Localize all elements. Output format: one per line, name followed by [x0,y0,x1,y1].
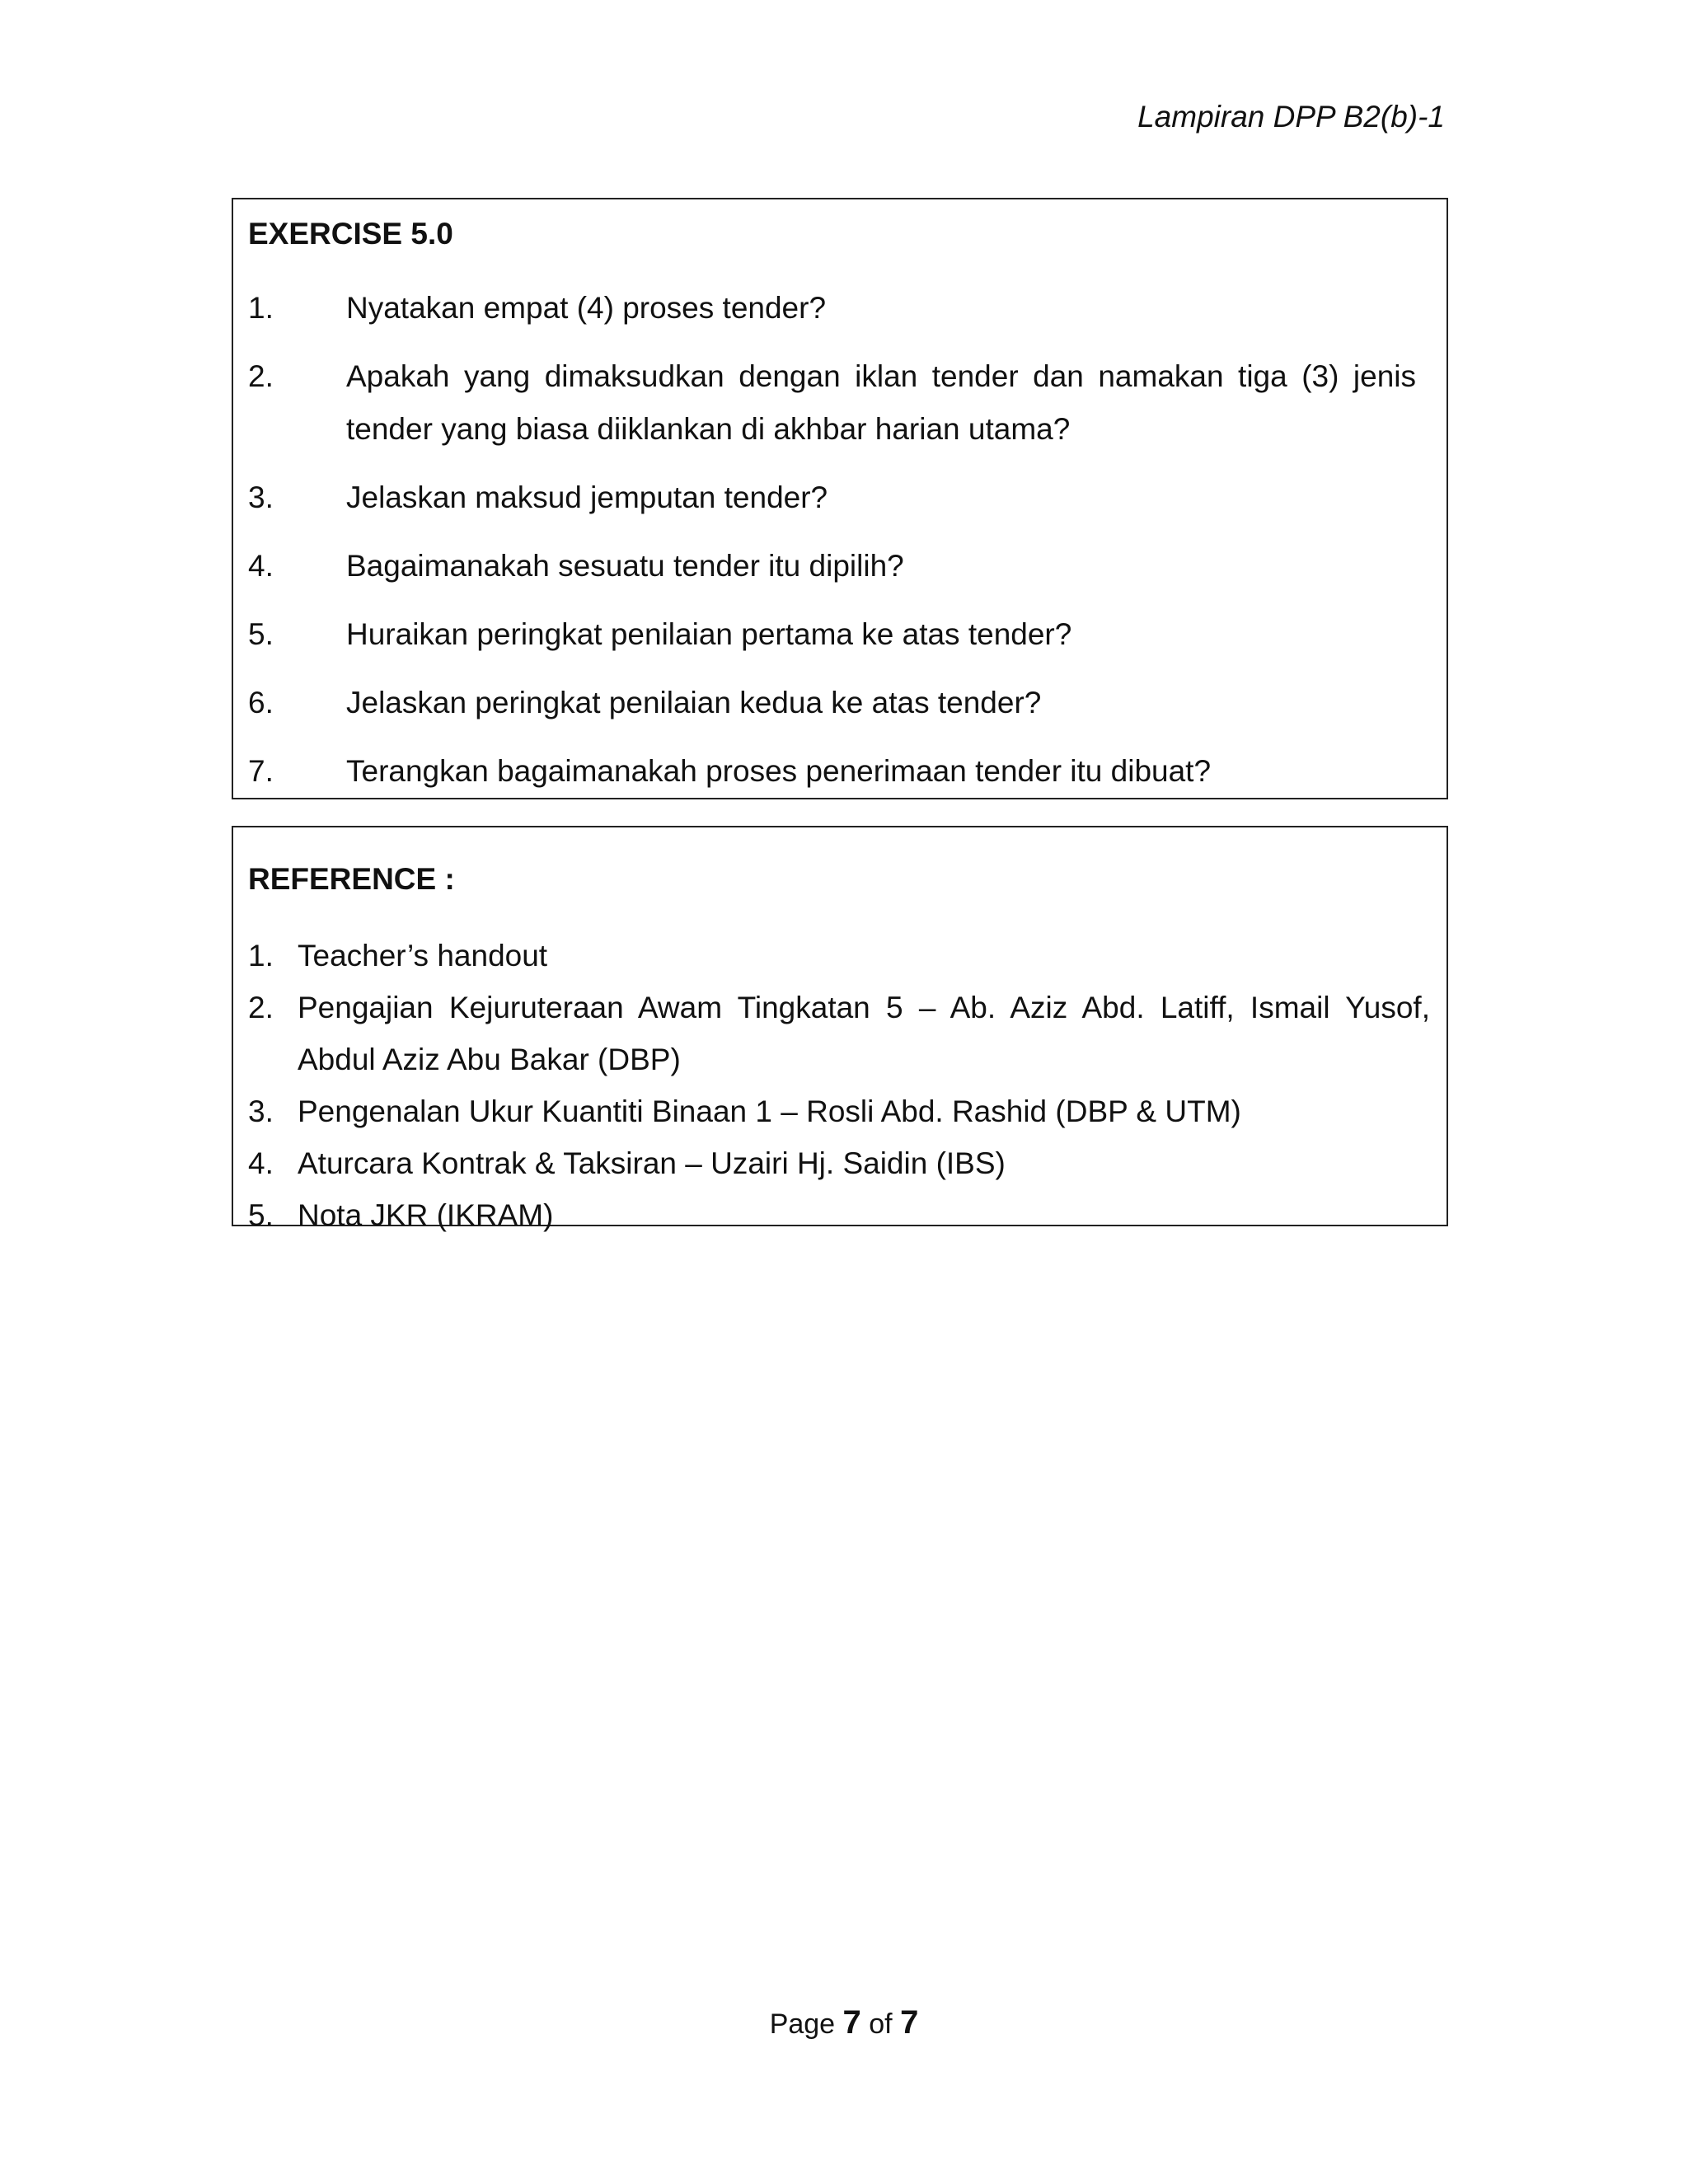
question-number: 1. [248,291,274,325]
reference-text: Aturcara Kontrak & Taksiran – Uzairi Hj. Saidin (IBS) [298,1146,1006,1180]
reference-number: 4. [248,1146,274,1180]
reference-box [232,826,1448,1232]
question-number: 5. [248,617,274,651]
question-item [248,677,1416,729]
reference-number: 3. [248,1094,274,1128]
question-text: Jelaskan maksud jemputan tender? [346,480,828,514]
question-item [248,540,1416,593]
reference-item [248,1189,1430,1241]
document-reference-code: Lampiran DPP B2(b)-1 [1137,100,1445,134]
question-number: 7. [248,754,274,788]
question-text: Jelaskan peringkat penilaian kedua ke atas tender? [346,686,1042,719]
reference-number: 2. [248,991,274,1024]
of-label: of [869,2008,893,2040]
reference-text: Pengenalan Ukur Kuantiti Binaan 1 – Rosli Abd. Rashid (DBP & UTM) [298,1094,1241,1128]
question-item [248,282,1416,335]
reference-number: 1. [248,939,274,972]
reference-text: Teacher’s handout [298,939,548,972]
page-label: Page [769,2008,836,2040]
reference-item [248,982,1430,1085]
question-text: Apakah yang dimaksudkan dengan iklan tender dan namakan tiga (3) jenis tender yang biasa diiklankan di akhbar harian utama? [346,359,1416,446]
question-number: 2. [248,359,274,393]
question-number: 4. [248,549,274,583]
reference-item [248,930,1430,982]
question-item [248,745,1416,798]
question-item [248,608,1416,661]
reference-text: Nota JKR (IKRAM) [298,1198,554,1232]
exercise-title: EXERCISE 5.0 [248,217,453,251]
reference-title: REFERENCE : [248,862,455,896]
question-text: Nyatakan empat (4) proses tender? [346,291,827,325]
page-total: 7 [900,2004,919,2041]
question-item [248,471,1416,524]
question-item [248,350,1416,456]
reference-text: Pengajian Kejuruteraan Awam Tingkatan 5 – Ab. Aziz Abd. Latiff, Ismail Yusof, Abdul Aziz Abu Bakar (DBP) [298,991,1430,1076]
reference-number: 5. [248,1198,274,1232]
question-number: 6. [248,686,274,719]
question-text: Bagaimanakah sesuatu tender itu dipilih? [346,549,904,583]
page-footer [0,2003,1688,2044]
question-number: 3. [248,480,274,514]
reference-item [248,1137,1430,1189]
reference-item [248,1085,1430,1137]
page-current: 7 [842,2004,861,2041]
question-text: Huraikan peringkat penilaian pertama ke atas tender? [346,617,1072,651]
question-text: Terangkan bagaimanakah proses penerimaan tender itu dibuat? [346,754,1212,788]
reference-list [248,930,1430,1241]
exercise-box [232,198,1448,799]
question-list [248,282,1416,813]
